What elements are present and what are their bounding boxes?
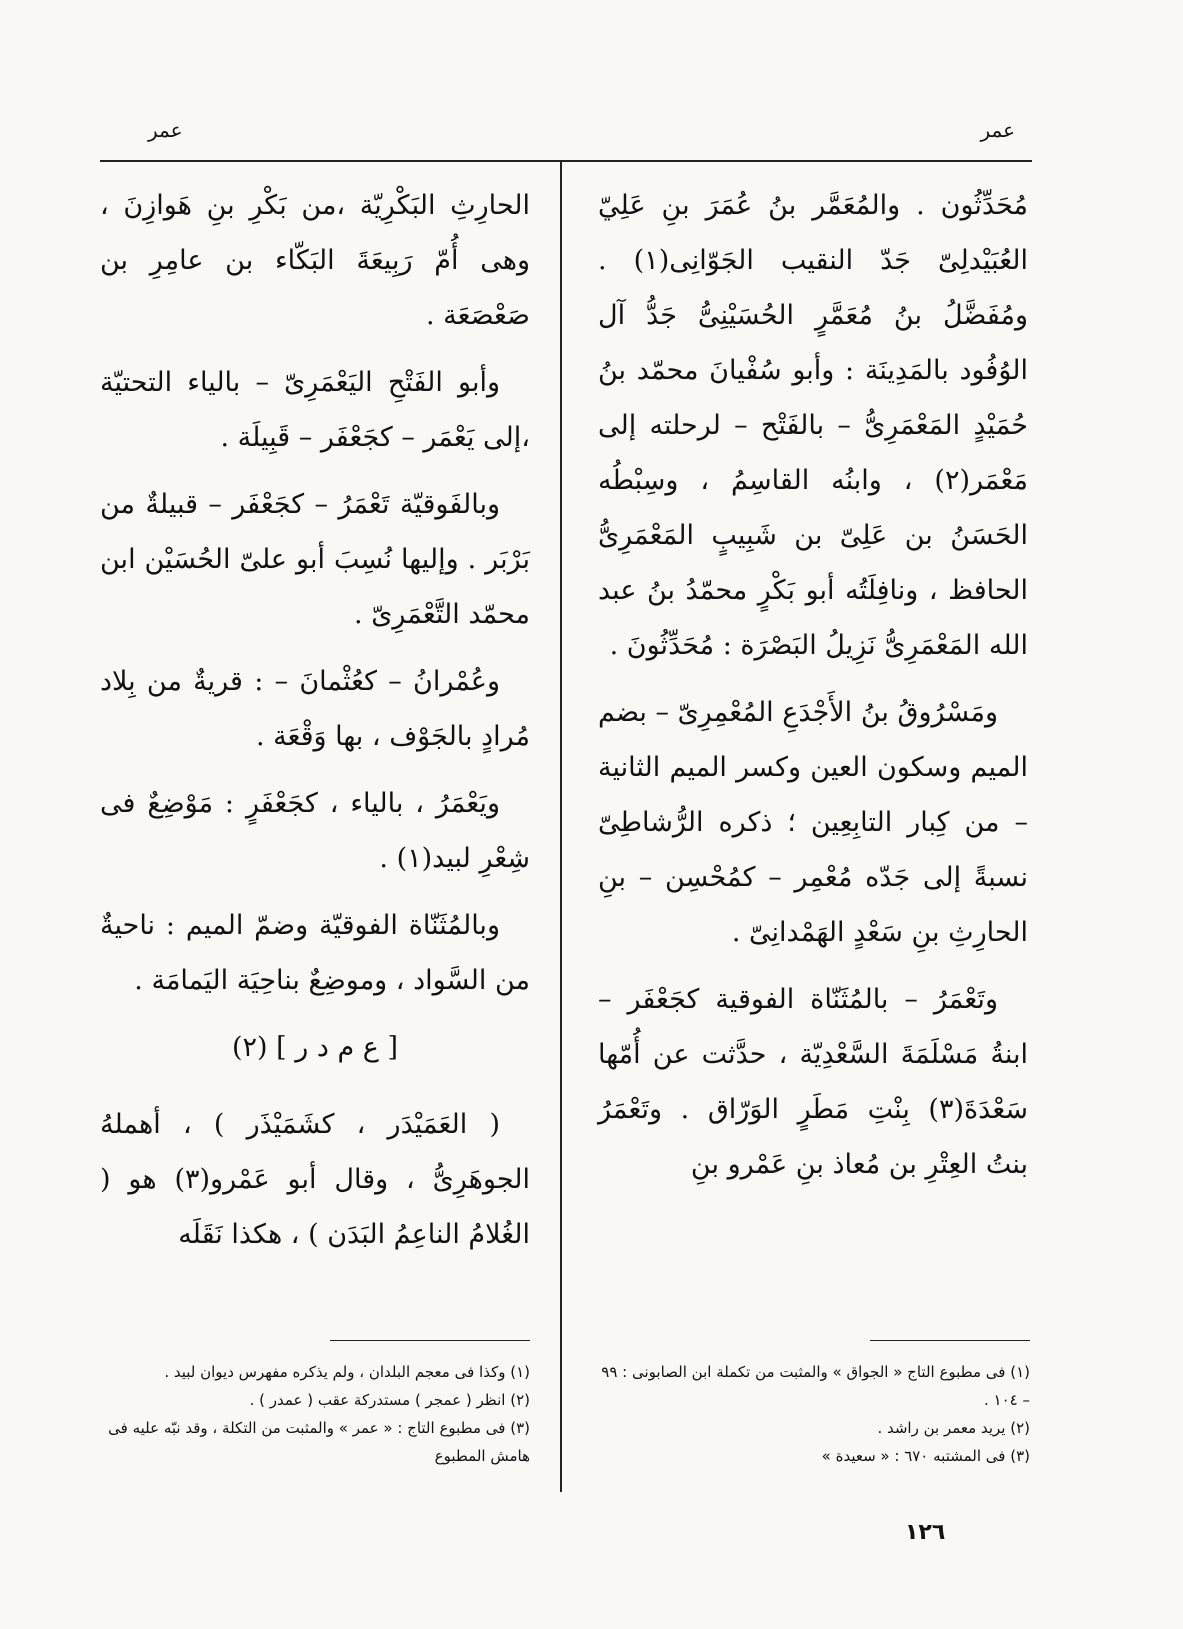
paragraph: وبالفَوقيّة تَعْمَرُ – كجَعْفَر – قبيلةٌ من بَرْبَر . وإليها نُسِبَ أبو علىّ الحُسَيْن ابن محمّد التَّعْمَرِىّ . [100,489,530,630]
paragraph: وبالمُثَنّاة الفوقيّة وضمّ الميم : ناحيةٌ من السَّواد ، وموضِعٌ بناحِيَة اليَمامَة . [100,910,530,996]
paragraph: وأبو الفَتْحِ اليَعْمَرِىّ – بالياء التحتيّة ،إلى يَعْمَر – كجَعْفَر – قَبِيلَة . [100,367,530,453]
paragraph: ( العَمَيْدَر ، كشَمَيْذَر ) ، أهملهُ الجوهَرِىُّ ، وقال أبو عَمْرو(٣) هو ( الغُلامُ الناعِمُ البَدَن ) ، هكذا نَقَلَه [100,1109,530,1250]
paragraph: الحارِثِ البَكْرِيّة ،من بَكْرِ بنِ هَوازِنَ ، وهى أُمّ رَبِيعَةَ البَكّاء بن عامِرِ بن صَعْصَعَة . [100,190,530,331]
footnote: (٢) يريد معمر بن راشد . [877,1419,1030,1437]
right-column [598,178,1028,1204]
footnote: (١) وكذا فى معجم البلدان ، ولم يذكره مفهرس ديوان لبيد . [164,1363,530,1381]
footnote: (١) فى مطبوع التاج « الجواق » والمثبت من تكملة ابن الصابونى : ٩٩ – ١٠٤ . [601,1363,1030,1409]
footnote-rule-left [330,1340,530,1341]
column-divider [560,162,562,1492]
footnotes-left [100,1358,530,1470]
paragraph: مُحَدِّثُون . والمُعَمَّر بنُ عُمَرَ بنِ عَلِيّ العُبَيْدلِىّ جَدّ النقيب الجَوّانِى(١) . ومُفَضَّلُ بنُ مُعَمَّرٍ الحُسَيْنِىُّ جَدُّ آل الوُفُود بالمَدِينَة : وأبو سُفْيانَ محمّد بنُ حُمَيْدٍ المَعْمَرِىُّ – بالفَتْح – لرحلته إلى مَعْمَر(٢) ، وابنُه القاسِمُ ، وسِبْطُه الحَسَنُ بن عَلِىّ بن شَبِيبٍ المَعْمَرِىُّ الحافظ ، ونافِلَتُه أبو بَكْرٍ محمّدُ بنُ عبد الله المَعْمَرِىُّ نَزِيلُ البَصْرَة : مُحَدِّثُونَ . [598,190,1028,661]
footnote: (٣) فى المشتبه ٦٧٠ : « سعيدة » [821,1447,1030,1465]
running-head-left: عمر [148,118,183,142]
paragraph: وتَعْمَرُ – بالمُثَنّاة الفوقية كجَعْفَر – ابنةُ مَسْلَمَةَ السَّعْدِيّة ، حدَّثت عن أُمّها سَعْدَةَ(٣) بِنْتِ مَطَرٍ الوَرّاق . وتَعْمَرُ بنتُ العِتْرِ بن مُعاذ بنِ عَمْرو بنِ [598,984,1028,1180]
footnotes-right [600,1358,1030,1470]
page-number: ١٢٦ [905,1520,946,1545]
entry-heading: [ ع م د ر ] (٢) [231,1032,399,1063]
running-head-right: عمر [980,118,1015,142]
paragraph: ويَعْمَرُ ، بالياء ، كجَعْفَرٍ : مَوْضِعٌ فى شِعْرِ لبيد(١) . [100,788,530,874]
footnote: (٢) انظر ( عمجر ) مستدركة عقب ( عمدر ) . [249,1391,530,1409]
paragraph: وعُمْرانُ – كعُثْمانَ – : قريةٌ من بِلاد مُرادٍ بالجَوْف ، بها وَقْعَة . [100,666,530,752]
paragraph: ومَسْرُوقُ بنُ الأَجْدَعِ المُعْمِرِىّ – بضم الميم وسكون العين وكسر الميم الثانية – من كِبار التابِعِين ؛ ذكره الرُّشاطِىّ نسبةً إلى جَدّه مُعْمِر – كمُحْسِن – بنِ الحارِثِ بنِ سَعْدٍ الهَمْدانِىّ . [598,697,1028,948]
left-column [100,178,530,1274]
footnote: (٣) فى مطبوع التاج : « عمر » والمثبت من التكلة ، وقد نبّه عليه فى هامش المطبوع [108,1419,530,1465]
footnote-rule-right [870,1340,1030,1341]
header-rule [100,160,1032,162]
